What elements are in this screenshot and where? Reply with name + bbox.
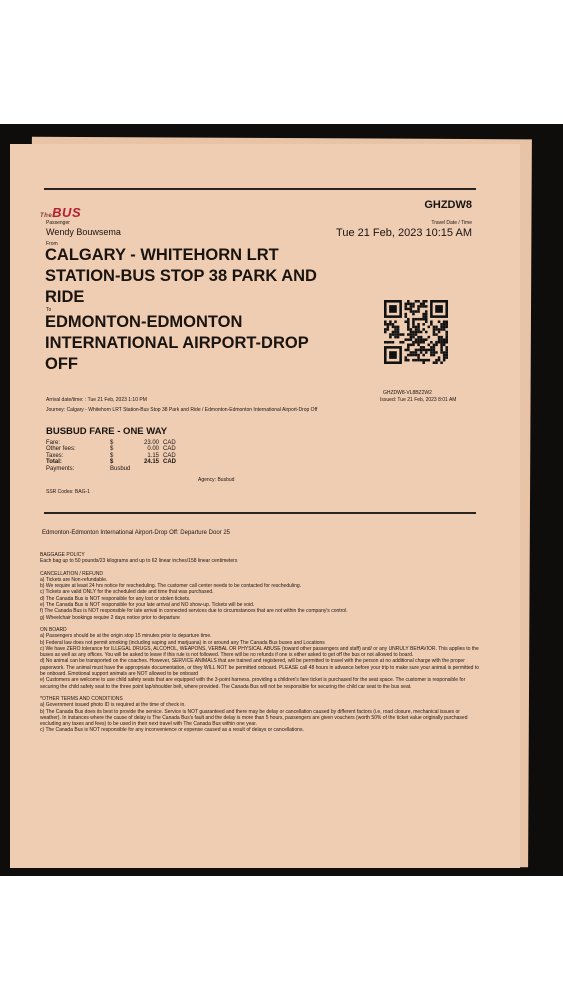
fare-cell: Payments: bbox=[46, 465, 75, 472]
fare-cell: Fare: bbox=[46, 440, 61, 446]
fare-cell bbox=[163, 466, 180, 472]
passenger-label: Passenger bbox=[46, 220, 70, 226]
cancel-item: d) The Canada Bus is NOT responsible for any lost or stolen tickets. bbox=[40, 595, 191, 602]
fare-cell: 24.15 bbox=[144, 459, 160, 466]
fare-cell: Busbud bbox=[110, 465, 131, 472]
fare-cell: CAD bbox=[163, 446, 176, 453]
origin-station bbox=[45, 245, 360, 308]
fare-cell: $ bbox=[110, 459, 114, 466]
origin-line: STATION-BUS STOP 38 PARK AND bbox=[45, 267, 317, 285]
board-item: b) Federal law does not permit smoking (including vaping and marijuana) in or around any The Canada Bus buses and Locations bbox=[40, 639, 325, 646]
cancel-item: b) We require at least 24 hrs notice for rescheduling. The customer call center needs to be contacted for rescheduling. bbox=[40, 583, 302, 590]
travel-date-value: Tue 21 Feb, 2023 10:15 AM bbox=[336, 227, 472, 239]
cancel-item: e) The Canada Bus is NOT responsible for your late arrival and NO show-up. Tickets will be void. bbox=[40, 602, 255, 609]
travel-date-label: Travel Date / Time bbox=[431, 220, 472, 226]
fare-row bbox=[46, 466, 180, 472]
other-item: c) The Canada Bus is NOT responsible for any inconvenience or expense caused as a result of delays or cancellations. bbox=[40, 727, 304, 734]
departure-door: Edmonton-Edmonton International Airport-Drop Off: Departure Door 25 bbox=[42, 530, 230, 536]
baggage-text: Each bag up to 50 pounds/23 kilograms and up to 62 linear inches/158 linear centimeters bbox=[40, 558, 238, 565]
origin-line: RIDE bbox=[45, 288, 85, 306]
cancel-item: f) The Canada Bus is NOT responsible for late arrival in connected services due to circumstances that are not within the company's control. bbox=[40, 608, 348, 615]
board-item: c) We have ZERO tolerance for ILLEGAL DRUGS, ALCOHOL, WEAPONS, VERBAL OR PHYSICAL ABUSE (toward other passengers and staff) and/ or any UNRULY BEHAVIOR. This applies to the buses as well as any offices. You will be asked to leave if this rule is not followed. There will be no refunds if one is either asked to get off the bus or not allowed to board. bbox=[40, 645, 479, 659]
destination-line: OFF bbox=[45, 355, 78, 373]
other-item: a) Government issued photo ID is required at the time of check in. bbox=[40, 702, 186, 709]
fare-cell: CAD bbox=[163, 452, 176, 459]
board-item: d) No animal can be transported on the coaches. However, SERVICE ANIMALS that are trained and registered, will be permitted to travel with the person at no additional charge with the proper paperwork. The animal must have the appropriate documentation, or they WILL NOT be permitted onboard. PLEASE call 48 hours in advance before your trip to make sure your animal is permitted to be onboard. Emotional support animals are NOT allowed to be onboard bbox=[40, 658, 480, 678]
mid-rule bbox=[44, 512, 476, 514]
fare-cell: 1.15 bbox=[147, 452, 160, 459]
fare-cell: CAD bbox=[163, 440, 176, 446]
fare-title: BUSBUD FARE - ONE WAY bbox=[46, 426, 168, 437]
to-label: To bbox=[46, 307, 52, 313]
board-item: a) Passengers should be at the origin stop 15 minutes prior to departure time. bbox=[40, 633, 212, 640]
agency-label: Agency: Busbud bbox=[198, 477, 235, 483]
issued-date: Issued: Tue 21 Feb, 2023 8:01 AM bbox=[380, 397, 457, 403]
fare-cell: 23.00 bbox=[144, 440, 160, 446]
cancel-item: g) Wheelchair bookings require 2 days notice prior to departure bbox=[40, 614, 180, 621]
fare-cell: Taxes: bbox=[46, 452, 64, 459]
fare-cell: $ bbox=[110, 440, 114, 446]
booking-code: GHZDW8 bbox=[424, 199, 472, 211]
photo-background bbox=[0, 124, 563, 876]
cancel-item: a) Tickets are Non-refundable. bbox=[40, 576, 108, 583]
fare-cell: Other fees: bbox=[46, 446, 76, 453]
qr-code bbox=[384, 300, 448, 380]
other-title: *OTHER TERMS AND CONDITIONS bbox=[40, 695, 123, 702]
fare-cell: CAD bbox=[163, 459, 177, 466]
baggage-title: BAGGAGE POLICY bbox=[40, 552, 85, 558]
ticket-paper bbox=[10, 144, 520, 868]
from-label: From bbox=[46, 241, 58, 247]
other-list bbox=[40, 702, 480, 733]
destination-station bbox=[45, 312, 360, 375]
arrival-time: Arrival date/time: : Tue 21 Feb, 2023 1:10 PM bbox=[46, 397, 147, 403]
journey-summary: Journey: Calgary - Whitehorn LRT Station-Bus Stop 38 Park and Ride / Edmonton-Edmonton International Airport-Drop Off bbox=[46, 407, 318, 413]
passenger-name: Wendy Bouwsema bbox=[46, 227, 121, 237]
destination-line: INTERNATIONAL AIRPORT-DROP bbox=[45, 334, 309, 352]
bus-logo: TheBUS bbox=[40, 205, 82, 220]
terms-section bbox=[40, 552, 480, 734]
top-rule bbox=[44, 188, 476, 190]
board-title: ON BOARD bbox=[40, 626, 67, 633]
destination-line: EDMONTON-EDMONTON bbox=[45, 313, 243, 331]
fare-cell bbox=[144, 466, 163, 472]
cancel-list bbox=[40, 577, 480, 621]
qr-code-id: GHZDW8-VL8BZ2W2 bbox=[383, 390, 432, 396]
qr-code-icon bbox=[384, 300, 448, 364]
other-item: b) The Canada Bus does its best to provide the service. Service is NOT guaranteed and there may be delay or cancellation caused by different factors (i.e, road closure, mechanical issues or weather). In instances where the cause of delay is The Canada Bus's fault and the delay is more than 5 hours, passengers are given vouchers (worth 50% of the ticket value originally purchased excluding any taxes and fees) to be used in their next travel with The Canada Bus within one year. bbox=[40, 708, 468, 728]
ssr-codes: SSR Codes: BAG-1 bbox=[46, 489, 90, 495]
board-list bbox=[40, 633, 480, 690]
cancel-title: CANCELLATION / REFUND bbox=[40, 570, 103, 577]
fare-cell: $ bbox=[110, 452, 114, 459]
fare-cell: 0.00 bbox=[147, 446, 160, 453]
fare-cell: $ bbox=[110, 446, 114, 453]
fare-table bbox=[46, 440, 180, 472]
board-item: e) Customers are welcome to use child safety seats that are equipped with the 3-point harness, providing a children's fare ticket is purchased for the seat space. The customer is responsible for securing the child safety seat to the three point lap/shoulder belt, where provided. The Canada Bus will not be responsible for securing the child car seat to the bus seat. bbox=[40, 677, 466, 690]
cancel-item: c) Tickets are valid ONLY for the scheduled date and time that was purchased. bbox=[40, 589, 214, 596]
fare-cell: Total: bbox=[46, 459, 62, 466]
origin-line: CALGARY - WHITEHORN LRT bbox=[45, 246, 279, 264]
